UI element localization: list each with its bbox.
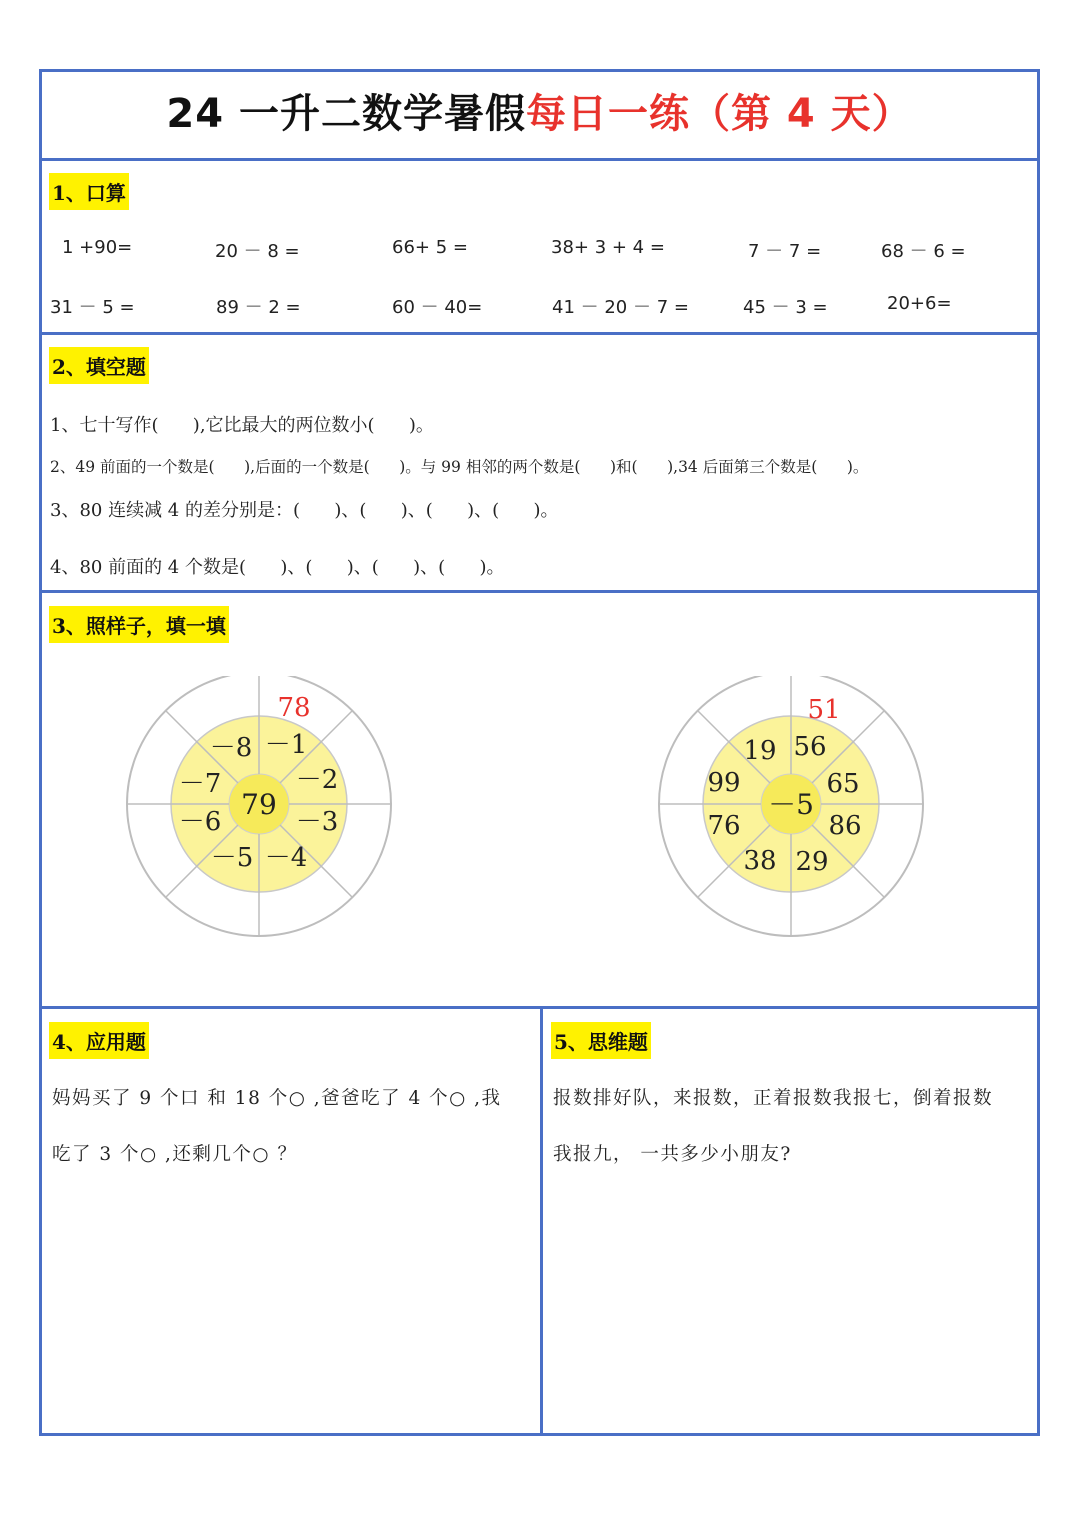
question-4: 4、80 前面的 4 个数是( )、( )、( )、( )。 (50, 557, 505, 578)
wheel-operation: －3 (295, 807, 339, 837)
calc-item: 20+6= (887, 293, 952, 314)
calc-item: 7 － 7 = (748, 241, 822, 262)
question-3: 3、80 连续减 4 的差分别是：( )、( )、( )、( )。 (50, 500, 559, 521)
calc-item: 1 +90= (62, 237, 133, 258)
column-divider (540, 1007, 543, 1433)
wheel-number: 86 (828, 811, 862, 841)
calc-item: 60 － 40= (392, 297, 483, 318)
divider (42, 590, 1037, 593)
section-heading-oral-calc: 1、口算 (49, 173, 129, 210)
wheel-number: 76 (707, 811, 741, 841)
wheel-number: 38 (743, 846, 777, 876)
wheel-operation: －1 (264, 730, 308, 760)
divider (42, 332, 1037, 335)
section-heading-thinking: 5、思维题 (551, 1022, 651, 1059)
thinking-problem-line-1: 报数排好队，来报数，正着报数我报七，倒着报数 (553, 1088, 994, 1109)
page-title (42, 82, 1037, 139)
wheel-number: 56 (793, 732, 827, 762)
calc-item: 89 － 2 = (216, 297, 301, 318)
wheel-number: 19 (743, 736, 777, 766)
title-main: 24 一升二数学暑假 (166, 91, 526, 137)
section-heading-fill-blank: 2、填空题 (49, 347, 149, 384)
word-problem-line-1: 妈妈买了 9 个口 和 18 个○ ,爸爸吃了 4 个○ ,我 (52, 1088, 502, 1109)
wheel-operation: －8 (209, 733, 253, 763)
answer-label: 78 (277, 693, 311, 723)
calc-item: 41 － 20 － 7 = (552, 297, 689, 318)
question-1: 1、七十写作( ),它比最大的两位数小( )。 (50, 415, 434, 436)
section-heading-follow-example: 3、照样子，填一填 (49, 606, 229, 643)
calc-item: 31 － 5 = (50, 297, 135, 318)
wheel-operation: －7 (178, 769, 222, 799)
calc-item: 20 － 8 = (215, 241, 300, 262)
number-wheel-example (124, 676, 394, 940)
wheel-operation: －5 (210, 843, 254, 873)
wheel-number: 29 (795, 847, 829, 877)
divider (42, 158, 1037, 161)
worksheet (39, 69, 1040, 1436)
calc-item: 38+ 3 + 4 = (551, 237, 665, 258)
calc-item: 68 － 6 = (881, 241, 966, 262)
question-2: 2、49 前面的一个数是( ),后面的一个数是( )。与 99 相邻的两个数是( )和( ),34 后面第三个数是( )。 (50, 458, 869, 476)
answer-label: 51 (807, 695, 841, 725)
wheel-operation: －2 (295, 765, 339, 795)
wheel-center-value: －5 (768, 788, 814, 821)
calc-item: 45 － 3 = (743, 297, 828, 318)
wheel-operation: －6 (178, 807, 222, 837)
number-wheel-exercise (656, 676, 926, 940)
wheel-number: 65 (826, 769, 860, 799)
wheel-operation: －4 (264, 843, 308, 873)
thinking-problem-line-2: 我报九， 一共多少小朋友? (553, 1144, 792, 1165)
section-heading-word-problem: 4、应用题 (49, 1022, 149, 1059)
wheel-number: 99 (707, 768, 741, 798)
word-problem-line-2: 吃了 3 个○ ,还剩几个○ ？ (52, 1144, 298, 1165)
title-highlight: 每日一练（第 4 天） (525, 91, 913, 137)
wheel-center-value: 79 (241, 788, 277, 821)
calc-item: 66+ 5 = (392, 237, 468, 258)
